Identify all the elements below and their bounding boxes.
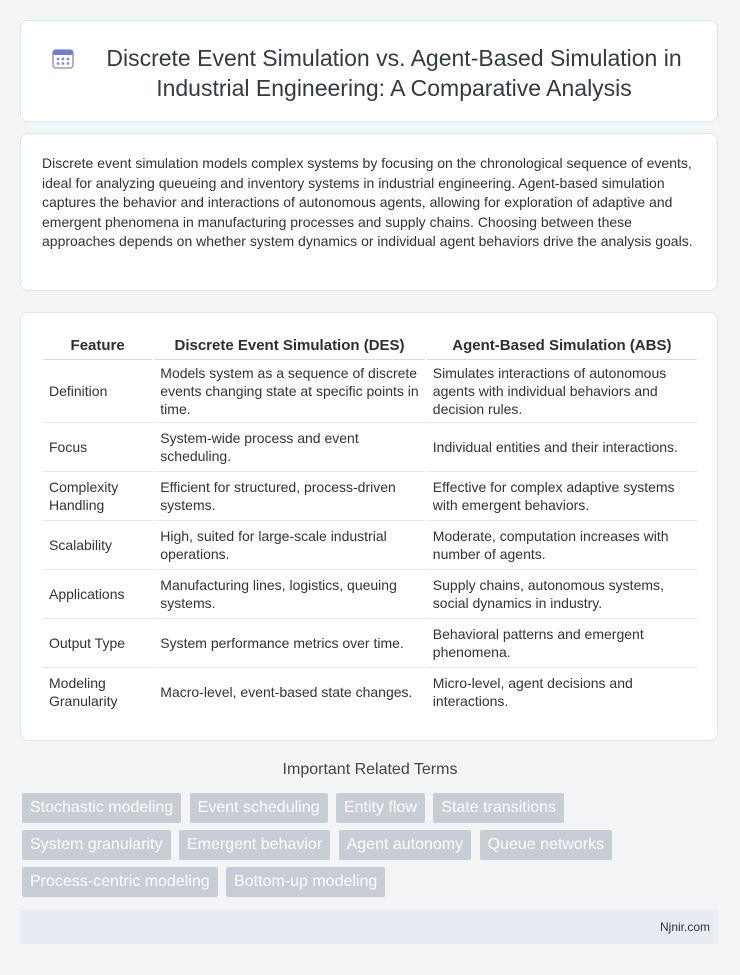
title-card	[20, 20, 718, 122]
row-abs: Simulates interactions of autonomous agents with individual behaviors and decision rules.	[427, 360, 697, 423]
table-row	[43, 472, 697, 521]
tag-queue-networks[interactable]: Queue networks	[480, 830, 613, 860]
row-feature: Scalability	[43, 521, 152, 570]
row-des: Models system as a sequence of discrete events changing state at specific points in time.	[154, 360, 425, 423]
row-abs: Supply chains, autonomous systems, social dynamics in industry.	[427, 570, 697, 619]
row-des: System-wide process and event scheduling.	[154, 423, 425, 472]
intro-paragraph: Discrete event simulation models complex systems by focusing on the chronological sequence of events, ideal for analyzing queueing and inventory systems in industrial engineering. Agent-based simulation captures the behavior and interactions of autonomous agents, allowing for exploration of adaptive and emergent phenomena in manufacturing processes and supply chains. Choosing between these approaches depends on whether system dynamics or individual agent behaviors drive the analysis goals.	[42, 155, 693, 250]
row-des: System performance metrics over time.	[154, 619, 425, 668]
table-row	[43, 570, 697, 619]
table-row	[43, 423, 697, 472]
intro-card	[20, 133, 718, 291]
header-feature: Feature	[43, 331, 152, 360]
footer-site-link[interactable]: Njnir.com	[659, 920, 710, 934]
row-des: Manufacturing lines, logistics, queuing systems.	[154, 570, 425, 619]
row-feature: Output Type	[43, 619, 152, 668]
header-abs: Agent-Based Simulation (ABS)	[427, 331, 697, 360]
row-des: Macro-level, event-based state changes.	[160, 684, 413, 700]
row-feature: Modeling Granularity	[49, 675, 118, 709]
row-abs: Behavioral patterns and emergent phenomena.	[427, 619, 697, 668]
tag-stochastic-modeling[interactable]: Stochastic modeling	[22, 793, 181, 823]
tag-bottom-up-modeling[interactable]: Bottom-up modeling	[226, 867, 385, 897]
tag-process-centric-modeling[interactable]: Process-centric modeling	[22, 867, 218, 897]
row-feature: Focus	[43, 423, 152, 472]
tag-agent-autonomy[interactable]: Agent autonomy	[339, 830, 472, 860]
row-feature: Complexity Handling	[43, 472, 152, 521]
related-terms-heading: Important Related Terms	[282, 761, 458, 778]
tag-state-transitions[interactable]: State transitions	[433, 793, 564, 823]
tag-entity-flow[interactable]: Entity flow	[336, 793, 425, 823]
footer	[20, 910, 718, 944]
tag-emergent-behavior[interactable]: Emergent behavior	[179, 830, 330, 860]
comparison-table-card	[20, 312, 718, 741]
row-des: Efficient for structured, process-driven systems.	[154, 472, 425, 521]
calendar-icon	[52, 47, 74, 69]
tag-system-granularity[interactable]: System granularity	[22, 830, 171, 860]
table-row	[43, 668, 697, 716]
header-des: Discrete Event Simulation (DES)	[154, 331, 425, 360]
table-row	[43, 360, 697, 423]
table-row	[43, 619, 697, 668]
related-terms-list	[22, 793, 722, 904]
row-feature: Definition	[43, 360, 152, 423]
table-header-row	[43, 331, 697, 360]
table-row	[43, 521, 697, 570]
page-title: Discrete Event Simulation vs. Agent-Based Simulation in Industrial Engineering: A Comparative Analysis	[106, 45, 682, 101]
row-abs: Moderate, computation increases with number of agents.	[427, 521, 697, 570]
row-des: High, suited for large-scale industrial operations.	[154, 521, 425, 570]
row-abs: Effective for complex adaptive systems with emergent behaviors.	[427, 472, 697, 521]
comparison-table	[41, 331, 699, 716]
row-abs: Individual entities and their interactions.	[427, 423, 697, 472]
row-feature: Applications	[43, 570, 152, 619]
row-abs: Micro-level, agent decisions and interactions.	[432, 675, 633, 709]
tag-event-scheduling[interactable]: Event scheduling	[190, 793, 328, 823]
